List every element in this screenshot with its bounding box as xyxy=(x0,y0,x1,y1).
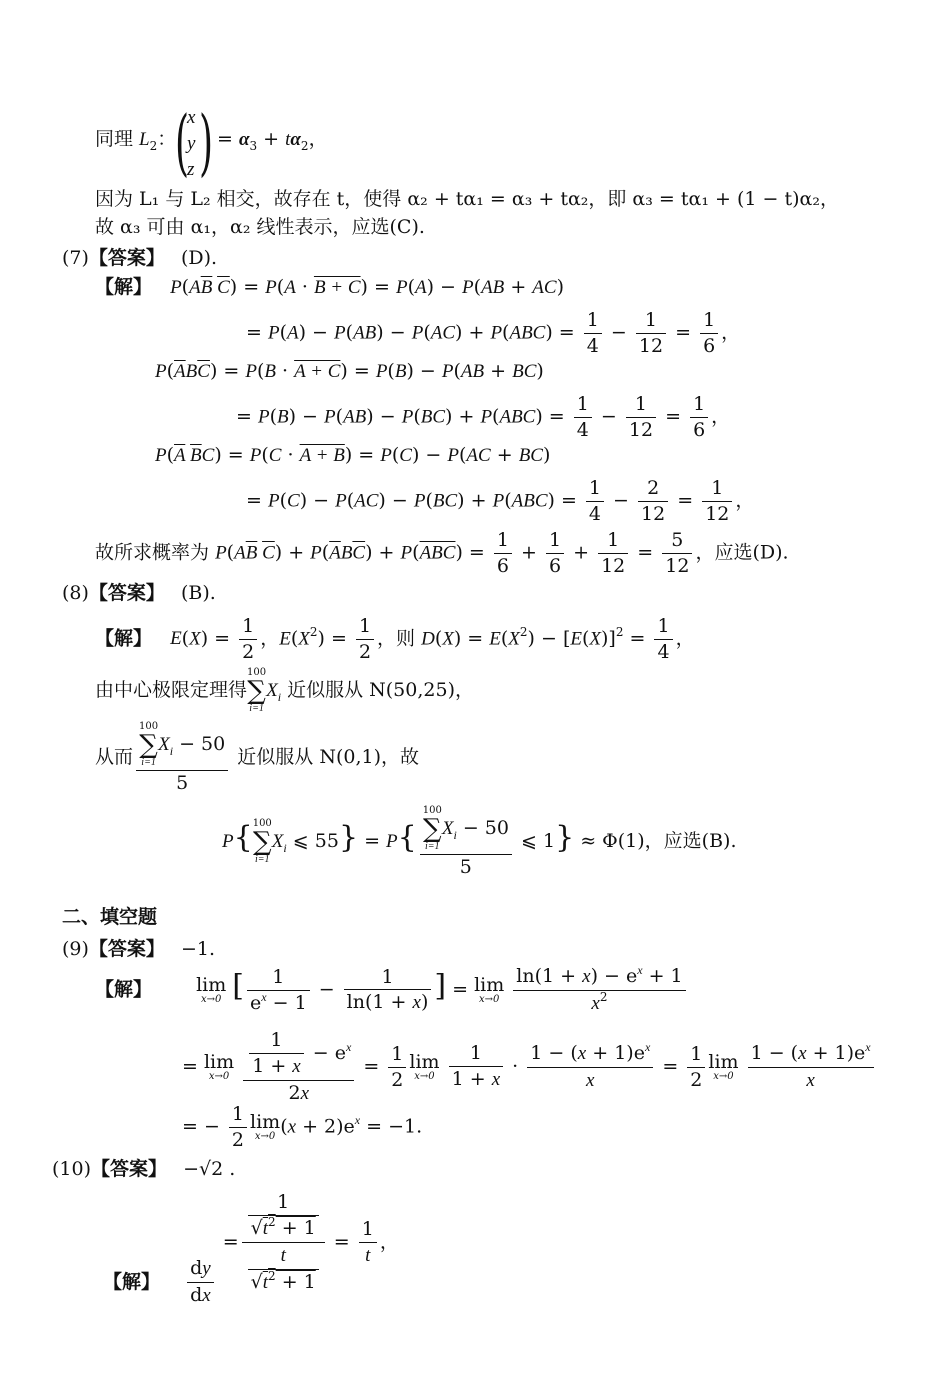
q10-header xyxy=(52,1160,235,1179)
q10-label: 【答案】 xyxy=(91,1158,168,1180)
q7-line6: = P(C) − P(AC) − P(BC) + P(ABC) = $\frac{1}{4}$ − $\frac{2}{12}$ = $\frac{1}{12}$ ， xyxy=(246,477,755,525)
q9-label: 【答案】 xyxy=(88,938,165,960)
line-intersect: 因为 L₁ 与 L₂ 相交，故存在 t，使得 α₂ + tα₁ = α₃ + tα₂，即 α₃ = tα₁ + (1 − t)α₂， xyxy=(95,188,839,210)
q7-answer: (D). xyxy=(180,247,218,269)
q10-num: (10) xyxy=(52,1158,92,1180)
q8-std: 从而 100 ∑ i=1 $X_i - 50$ 5 近似服从 N(0,1)，故 xyxy=(95,721,420,794)
q7-tail1: ， xyxy=(721,321,741,344)
q9-jie: 【解】 xyxy=(95,978,153,1001)
q8-final: P{ 100 ∑ i=1 $X_i$ ⩽ 55} = P{ 100 ∑ i=1 $X_i - 50$ 5 ⩽ 1} ≈ Φ(1)，应选(B). xyxy=(222,805,737,878)
q7-line5: $P(\overline{A}$ $\overline{B}C) = P(C \cdot A + B) = P(C) - P(AC + BC)$ xyxy=(155,444,551,466)
q7-label: 【答案】 xyxy=(88,247,165,269)
q7-final-prefix: 故所求概率为 xyxy=(95,541,210,564)
q8-line1: 【解】 E(X) = $\frac{1}{2}$ ，$E(X^2)$ = $\frac{1}{2}$ ，则 $D(X) = E(X^2) - [E(X)]^2$ = $\frac{1}{4}$ ， xyxy=(95,615,695,663)
q9-line3: = − $\frac{1}{2}$ lim x→0 $(x + 2)e^x = -1$. xyxy=(182,1103,423,1151)
q8-label: 【答案】 xyxy=(88,582,165,604)
q9-line1: 【解】 lim x→0 [ $\frac{1}{e^x - 1}$ − $\frac{1}{\ln(1 + x)}$ ] = lim x→0 $\frac{\ln(1 + x) - e^x + 1}{x^2}$ xyxy=(95,966,689,1015)
q7-tail2: ， xyxy=(711,405,731,428)
q8-header xyxy=(62,584,216,603)
q8-final-suffix: ≈ Φ(1)，应选(B). xyxy=(580,829,737,852)
q7-line2: = P(A) − P(AB) − P(AC) + P(ABC) = $\frac{1}{4}$ − $\frac{1}{12}$ = $\frac{1}{6}$ ， xyxy=(246,309,741,357)
q7-final: 故所求概率为 $P(A\overline{B}$ $\overline{C}) + P(\overline{A}B\overline{C}) + P(\overline{ABC})$ = $\frac{1}{6}$ + $\frac{1}{6}$ + $\frac{1}{12}$ = $\frac{5}{12}$ ，应选(D). xyxy=(95,529,789,577)
q8-num: (8) xyxy=(62,582,89,604)
q9-num: (9) xyxy=(62,938,89,960)
section-title: 二、填空题 xyxy=(62,906,158,928)
q10-answer: −√2 . xyxy=(183,1158,236,1180)
q7-tail3: ， xyxy=(735,489,755,512)
q8-std-prefix: 从而 xyxy=(95,745,134,768)
q9-header xyxy=(62,940,215,959)
q7-line3: $P(\overline{A}B\overline{C}) = P(B \cdot A + C) = P(B) - P(AB + BC)$ xyxy=(155,360,544,382)
q8-answer: (B). xyxy=(180,582,216,604)
q8-jie: 【解】 xyxy=(95,627,153,650)
line-conclude6: 故 α₃ 可由 α₁，α₂ 线性表示，应选(C). xyxy=(95,216,425,238)
q9-answer: −1. xyxy=(180,938,216,960)
q9-line2: = lim x→0 $\frac{1}{1 + x}$ − $e^x$ 2x = $\frac{1}{2}$ lim x→0 $\frac{1}{1 + x}$ · $\frac{1 - (x + 1)e^x}{x}$ = $\frac{1}{2}$ lim x→0 $\frac{1 - (x + 1)e^x}{x}$ xyxy=(182,1030,877,1105)
q8-clt-suffix: 近似服从 N(50,25)， xyxy=(287,679,474,701)
q8-clt: 由中心极限定理得 100 ∑ i=1 $X_i$ 近似服从 N(50,25)， xyxy=(95,667,474,714)
q7-line1: 【解】 $P(A\overline{B}$ $\overline{C}) = P(A \cdot B + C) = P(A) - P(AB + AC)$ xyxy=(95,276,564,298)
q7-header xyxy=(62,249,217,268)
q8-clt-prefix: 由中心极限定理得 xyxy=(95,679,248,701)
q10-line1: 【解】 $\frac{dy}{dx}$ = $\frac{\frac{1}{√t^2 + 1}}{\frac{t}{√t^2 + 1}}$ = $\frac{1}{t}$ ， xyxy=(103,1191,399,1307)
q7-line4: = P(B) − P(AB) − P(BC) + P(ABC) = $\frac{1}{4}$ − $\frac{1}{12}$ = $\frac{1}{6}$ ， xyxy=(236,393,731,441)
q7-num: (7) xyxy=(62,247,89,269)
q7-final-suffix: ，应选(D). xyxy=(695,541,789,564)
q7-jie: 【解】 xyxy=(95,276,153,298)
q10-jie: 【解】 xyxy=(103,1270,161,1293)
q8-std-suffix: 近似服从 N(0,1)，故 xyxy=(237,745,420,768)
